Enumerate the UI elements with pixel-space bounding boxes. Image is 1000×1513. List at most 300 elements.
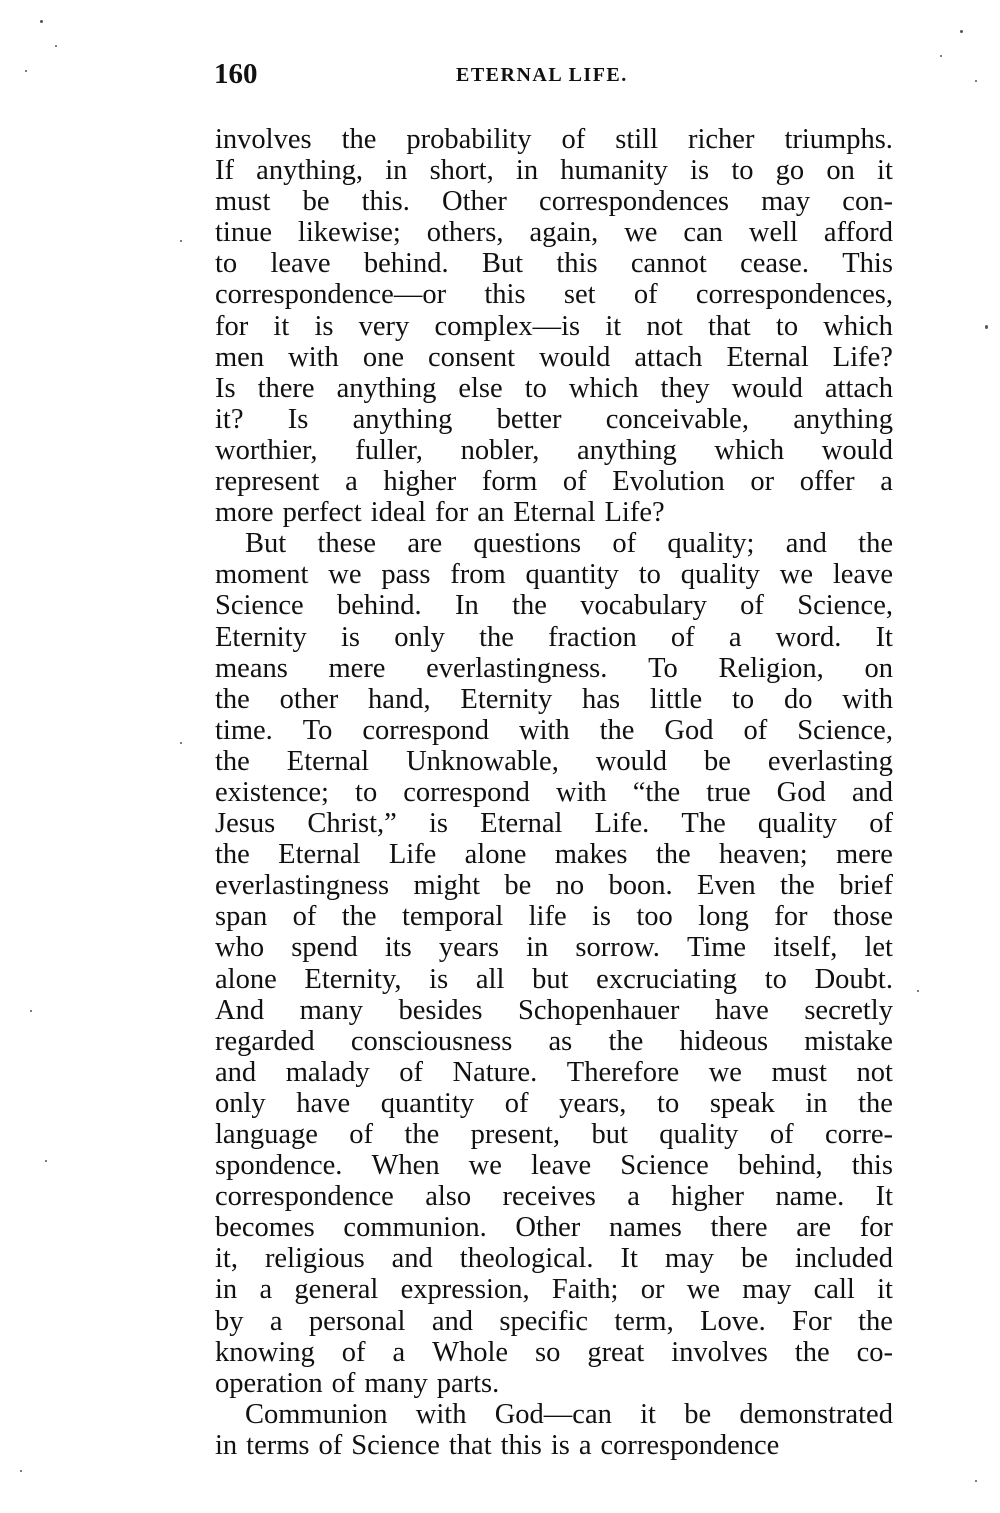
word: with	[518, 714, 570, 746]
word: it	[877, 1274, 893, 1306]
word: anything	[336, 372, 437, 404]
word: If	[215, 155, 234, 187]
word: it	[605, 310, 622, 342]
word: the	[655, 839, 691, 871]
word: quality	[680, 559, 760, 591]
word: still	[615, 124, 658, 155]
word: for	[215, 310, 249, 342]
word: a	[578, 1429, 592, 1461]
word: For	[792, 1305, 832, 1337]
word: those	[832, 901, 893, 933]
word: that	[448, 1429, 492, 1461]
word: Other	[442, 186, 507, 218]
word: God—can	[494, 1398, 612, 1430]
word: word.	[775, 621, 842, 653]
word: to	[731, 155, 754, 187]
word: anything,	[256, 155, 364, 187]
word: the	[858, 528, 893, 560]
text-line	[215, 839, 893, 870]
word: to	[764, 963, 787, 995]
word: It	[875, 1181, 893, 1213]
text-line	[215, 404, 893, 435]
word: the	[512, 590, 547, 622]
word: Science,	[797, 714, 893, 746]
word: an	[477, 497, 505, 529]
word: be	[704, 745, 731, 777]
word: it	[273, 310, 290, 342]
word: Is	[215, 372, 236, 404]
word: of	[869, 808, 893, 840]
word: Eternity	[460, 683, 553, 715]
word: a	[269, 1305, 283, 1337]
word: to	[731, 683, 755, 715]
word: co-	[856, 1336, 893, 1368]
word: excruciating	[596, 963, 738, 995]
word: else	[458, 372, 503, 404]
word: in	[385, 155, 408, 187]
word: Jesus	[215, 808, 276, 840]
word: correspondence	[215, 1181, 394, 1213]
word: mere	[835, 839, 893, 871]
text-line	[215, 559, 893, 590]
word: quality;	[667, 528, 755, 560]
word: Therefore	[566, 1056, 680, 1088]
text-line	[215, 1399, 893, 1430]
page-number: 160	[214, 58, 258, 90]
word: moment	[215, 559, 309, 591]
text-line	[215, 1088, 893, 1119]
word: or	[750, 466, 775, 498]
word: many	[364, 1367, 428, 1399]
word: speak	[709, 1087, 775, 1119]
word: the	[215, 745, 250, 777]
word: malady	[285, 1056, 370, 1088]
word: language	[215, 1119, 318, 1150]
word: conceivable,	[605, 403, 749, 435]
word: may	[664, 1243, 714, 1275]
word: are	[796, 1212, 831, 1244]
word: consciousness	[350, 1025, 513, 1057]
text-line	[215, 964, 893, 995]
word: of	[740, 590, 764, 622]
word: there	[710, 1212, 768, 1244]
scan-speck	[917, 990, 919, 992]
word: questions	[473, 528, 582, 560]
word: these	[317, 528, 377, 560]
word: But	[481, 248, 524, 280]
word: we	[779, 559, 814, 591]
page-header	[214, 58, 814, 98]
word: of	[341, 1336, 366, 1368]
word: have	[296, 1087, 351, 1119]
word: likewise;	[297, 217, 401, 249]
word: its	[384, 932, 412, 964]
word: in	[805, 1087, 828, 1119]
word: in	[515, 155, 539, 187]
word: general	[294, 1274, 379, 1306]
word: brief	[839, 870, 893, 902]
word: a	[880, 466, 893, 498]
word: which	[568, 372, 639, 404]
scan-speck	[180, 742, 182, 744]
word: hideous	[679, 1025, 769, 1057]
word: anything	[577, 434, 677, 466]
word: specific	[499, 1305, 588, 1337]
word: all	[475, 963, 505, 995]
word: a	[392, 1336, 406, 1368]
word: Life?	[832, 341, 893, 373]
text-line	[215, 653, 893, 684]
word: When	[371, 1150, 440, 1182]
word: to	[524, 372, 547, 404]
scan-speck	[975, 80, 977, 82]
word: correspondence	[600, 1429, 780, 1461]
word: only	[215, 1087, 266, 1119]
word: It	[875, 621, 893, 653]
word: would	[821, 434, 893, 466]
word: or	[640, 1274, 665, 1306]
text-line	[215, 777, 893, 808]
word: be	[740, 1243, 768, 1275]
word: this	[851, 1150, 893, 1182]
word: it	[877, 155, 893, 187]
text-line	[215, 901, 893, 932]
word: we	[468, 1150, 502, 1182]
word: nobler,	[460, 434, 540, 466]
word: worthier,	[215, 434, 318, 466]
word: the	[858, 1305, 893, 1337]
word: of	[562, 466, 587, 498]
text-line	[215, 684, 893, 715]
word: boon.	[608, 870, 673, 902]
word: in	[215, 1274, 238, 1306]
word: span	[215, 901, 268, 933]
text-line	[215, 1057, 893, 1088]
scan-speck	[985, 325, 988, 329]
text-line	[215, 622, 893, 653]
word: we	[708, 1056, 742, 1088]
word: hand,	[368, 683, 431, 715]
word: by	[215, 1305, 244, 1337]
word: no	[555, 870, 585, 902]
word: leave	[531, 1150, 592, 1182]
word: the	[599, 714, 635, 746]
word: again,	[529, 217, 599, 249]
word: the	[779, 870, 815, 902]
word: Eternal	[513, 497, 596, 529]
word: anything	[793, 403, 893, 435]
word: behind.	[336, 590, 422, 622]
word: to	[355, 776, 378, 808]
word: involves	[671, 1336, 768, 1368]
word: are	[407, 528, 443, 560]
word: behind.	[363, 248, 449, 280]
word: the	[215, 683, 250, 715]
word: quality	[757, 808, 838, 840]
word: cannot	[630, 248, 707, 280]
word: pass	[381, 559, 431, 591]
word: and	[785, 528, 827, 560]
word: be	[684, 1398, 712, 1430]
word: of	[612, 528, 637, 560]
word: the	[215, 839, 250, 871]
word: they	[660, 372, 710, 404]
word: everlasting	[767, 745, 893, 777]
word: it	[640, 1398, 656, 1430]
word: be	[504, 870, 532, 902]
word: regarded	[215, 1025, 315, 1057]
word: everlastingness.	[426, 652, 608, 684]
word: of	[633, 279, 658, 311]
word: life	[528, 901, 567, 933]
scan-speck	[55, 45, 57, 47]
word: well	[748, 217, 798, 249]
word: must	[771, 1056, 827, 1088]
word: Whole	[432, 1336, 509, 1368]
word: But	[245, 528, 287, 560]
word: Love.	[700, 1305, 766, 1337]
word: To	[302, 714, 333, 746]
word: demonstrated	[739, 1398, 893, 1430]
word: this	[484, 279, 526, 311]
word: have	[714, 994, 769, 1026]
word: this	[556, 248, 598, 280]
word: personal	[308, 1305, 406, 1337]
running-title: ETERNAL LIFE.	[456, 64, 628, 86]
word: great	[587, 1336, 645, 1368]
word: secretly	[804, 994, 893, 1026]
word: perfect	[282, 497, 362, 529]
word: would	[731, 372, 803, 404]
word: probability	[406, 124, 532, 155]
word: offer	[799, 466, 855, 498]
word: and	[431, 1305, 473, 1337]
word: and	[215, 1056, 257, 1088]
word: has	[582, 683, 621, 715]
word: from	[450, 559, 506, 591]
word: cease.	[740, 248, 809, 280]
word: names	[609, 1212, 682, 1244]
text-line	[215, 373, 893, 404]
word: besides	[398, 994, 483, 1026]
text-line	[215, 342, 893, 373]
text-line	[215, 1119, 893, 1150]
word: this.	[361, 186, 410, 218]
word: it,	[215, 1243, 238, 1275]
scan-speck	[180, 240, 182, 242]
word: is	[428, 808, 448, 840]
word: to	[638, 559, 661, 591]
word: correspondences	[539, 186, 729, 218]
word: the	[341, 901, 377, 933]
word: which	[714, 434, 785, 466]
word: temporal	[401, 901, 504, 933]
word: form	[481, 466, 538, 498]
word: Evolution	[612, 466, 725, 498]
word: of	[670, 621, 695, 653]
text-line	[215, 746, 893, 777]
word: many	[299, 994, 363, 1026]
word: parts.	[436, 1367, 500, 1399]
word: Communion	[245, 1398, 388, 1430]
word: alone	[464, 839, 527, 871]
word: the	[858, 1087, 893, 1119]
word: for	[435, 497, 469, 529]
word: a	[627, 1181, 640, 1213]
word: makes	[554, 839, 628, 871]
word: to	[215, 248, 238, 280]
text-line	[215, 995, 893, 1026]
word: of	[743, 714, 768, 746]
word: of	[504, 1087, 529, 1119]
word: which	[823, 310, 893, 342]
word: on	[826, 155, 855, 187]
text-line	[215, 870, 893, 901]
word: Schopenhauer	[517, 994, 680, 1026]
word: that	[707, 310, 751, 342]
word: is	[341, 621, 361, 653]
word: God	[664, 714, 714, 746]
word: Eternal	[480, 808, 563, 840]
word: other	[279, 683, 339, 715]
word: receives	[502, 1181, 596, 1213]
word: con-	[842, 186, 893, 218]
word: It	[620, 1243, 638, 1275]
word: of	[292, 901, 317, 933]
word: “the	[632, 776, 681, 808]
text-line	[215, 466, 893, 497]
word: may	[742, 1274, 792, 1306]
text-line	[215, 528, 893, 559]
word: be	[302, 186, 330, 218]
word: theological.	[459, 1243, 594, 1275]
word: of	[769, 1119, 794, 1150]
text-line	[215, 1243, 893, 1274]
word: alone	[215, 963, 277, 995]
word: corre-	[824, 1119, 893, 1150]
word: To	[648, 652, 678, 684]
text-line	[215, 1274, 893, 1305]
word: but	[532, 963, 569, 995]
word: richer	[688, 124, 755, 155]
word: also	[425, 1181, 472, 1213]
word: Religion,	[718, 652, 824, 684]
word: involves	[215, 124, 312, 155]
word: is	[550, 1429, 570, 1461]
word: too	[636, 901, 673, 933]
word: so	[535, 1336, 561, 1368]
word: correspondence—or	[215, 279, 447, 311]
word: better	[496, 403, 562, 435]
text-line	[215, 435, 893, 466]
word: Life.	[594, 808, 650, 840]
word: the	[404, 1119, 440, 1150]
word: included	[794, 1243, 893, 1275]
text-line	[215, 932, 893, 963]
word: existence;	[215, 776, 329, 808]
word: to	[775, 310, 799, 342]
word: of	[331, 1367, 356, 1399]
text-line	[215, 217, 893, 248]
word: the	[794, 1336, 830, 1368]
word: might	[413, 870, 481, 902]
scan-speck	[960, 30, 963, 33]
word: humanity	[560, 155, 668, 187]
word: there	[257, 372, 315, 404]
word: heaven;	[719, 839, 808, 871]
word: a	[345, 466, 358, 498]
text-line	[215, 186, 893, 217]
word: Unknowable,	[406, 745, 559, 777]
word: of	[399, 1056, 423, 1088]
text-line	[215, 1368, 893, 1399]
word: terms	[246, 1429, 310, 1461]
text-line	[215, 311, 893, 342]
word: on	[864, 652, 893, 684]
word: and	[391, 1243, 433, 1275]
word: vocabulary	[580, 590, 707, 622]
word: afford	[823, 217, 893, 249]
word: with	[415, 1398, 467, 1430]
word: for	[859, 1212, 893, 1244]
word: we	[328, 559, 362, 591]
word: years,	[559, 1087, 627, 1119]
word: everlastingness	[215, 870, 390, 902]
word: God	[776, 776, 826, 808]
word: to	[657, 1087, 680, 1119]
word: more	[215, 497, 274, 529]
word: attach	[634, 341, 703, 373]
text-line	[215, 1150, 893, 1181]
word: quantity	[380, 1087, 475, 1119]
word: triumphs.	[784, 124, 893, 155]
text-line	[215, 715, 893, 746]
word: Life	[388, 839, 437, 871]
text-line	[215, 1181, 893, 1212]
word: with	[288, 341, 339, 373]
text-line	[215, 590, 893, 621]
word: mistake	[804, 1025, 893, 1057]
word: short,	[429, 155, 494, 187]
word: only	[394, 621, 445, 653]
word: long	[698, 901, 749, 933]
word: means	[215, 652, 288, 684]
word: Life?	[604, 497, 665, 529]
word: Other	[515, 1212, 581, 1244]
text-line	[215, 248, 893, 279]
word: must	[215, 186, 271, 218]
scan-speck	[30, 1010, 32, 1012]
word: as	[548, 1025, 573, 1057]
word: do	[783, 683, 813, 715]
word: men	[215, 341, 265, 373]
word: very	[358, 310, 410, 342]
word: Doubt.	[814, 963, 893, 995]
word: the	[341, 124, 377, 155]
scan-speck	[940, 55, 942, 57]
word: is	[591, 901, 611, 933]
word: expression,	[400, 1274, 530, 1306]
word: go	[775, 155, 805, 187]
word: This	[842, 248, 893, 280]
text-line	[215, 1212, 893, 1243]
word: little	[649, 683, 703, 715]
word: is	[429, 963, 449, 995]
word: quality	[659, 1119, 739, 1150]
scan-speck	[40, 20, 43, 23]
word: but	[591, 1119, 628, 1150]
word: may	[761, 186, 811, 218]
